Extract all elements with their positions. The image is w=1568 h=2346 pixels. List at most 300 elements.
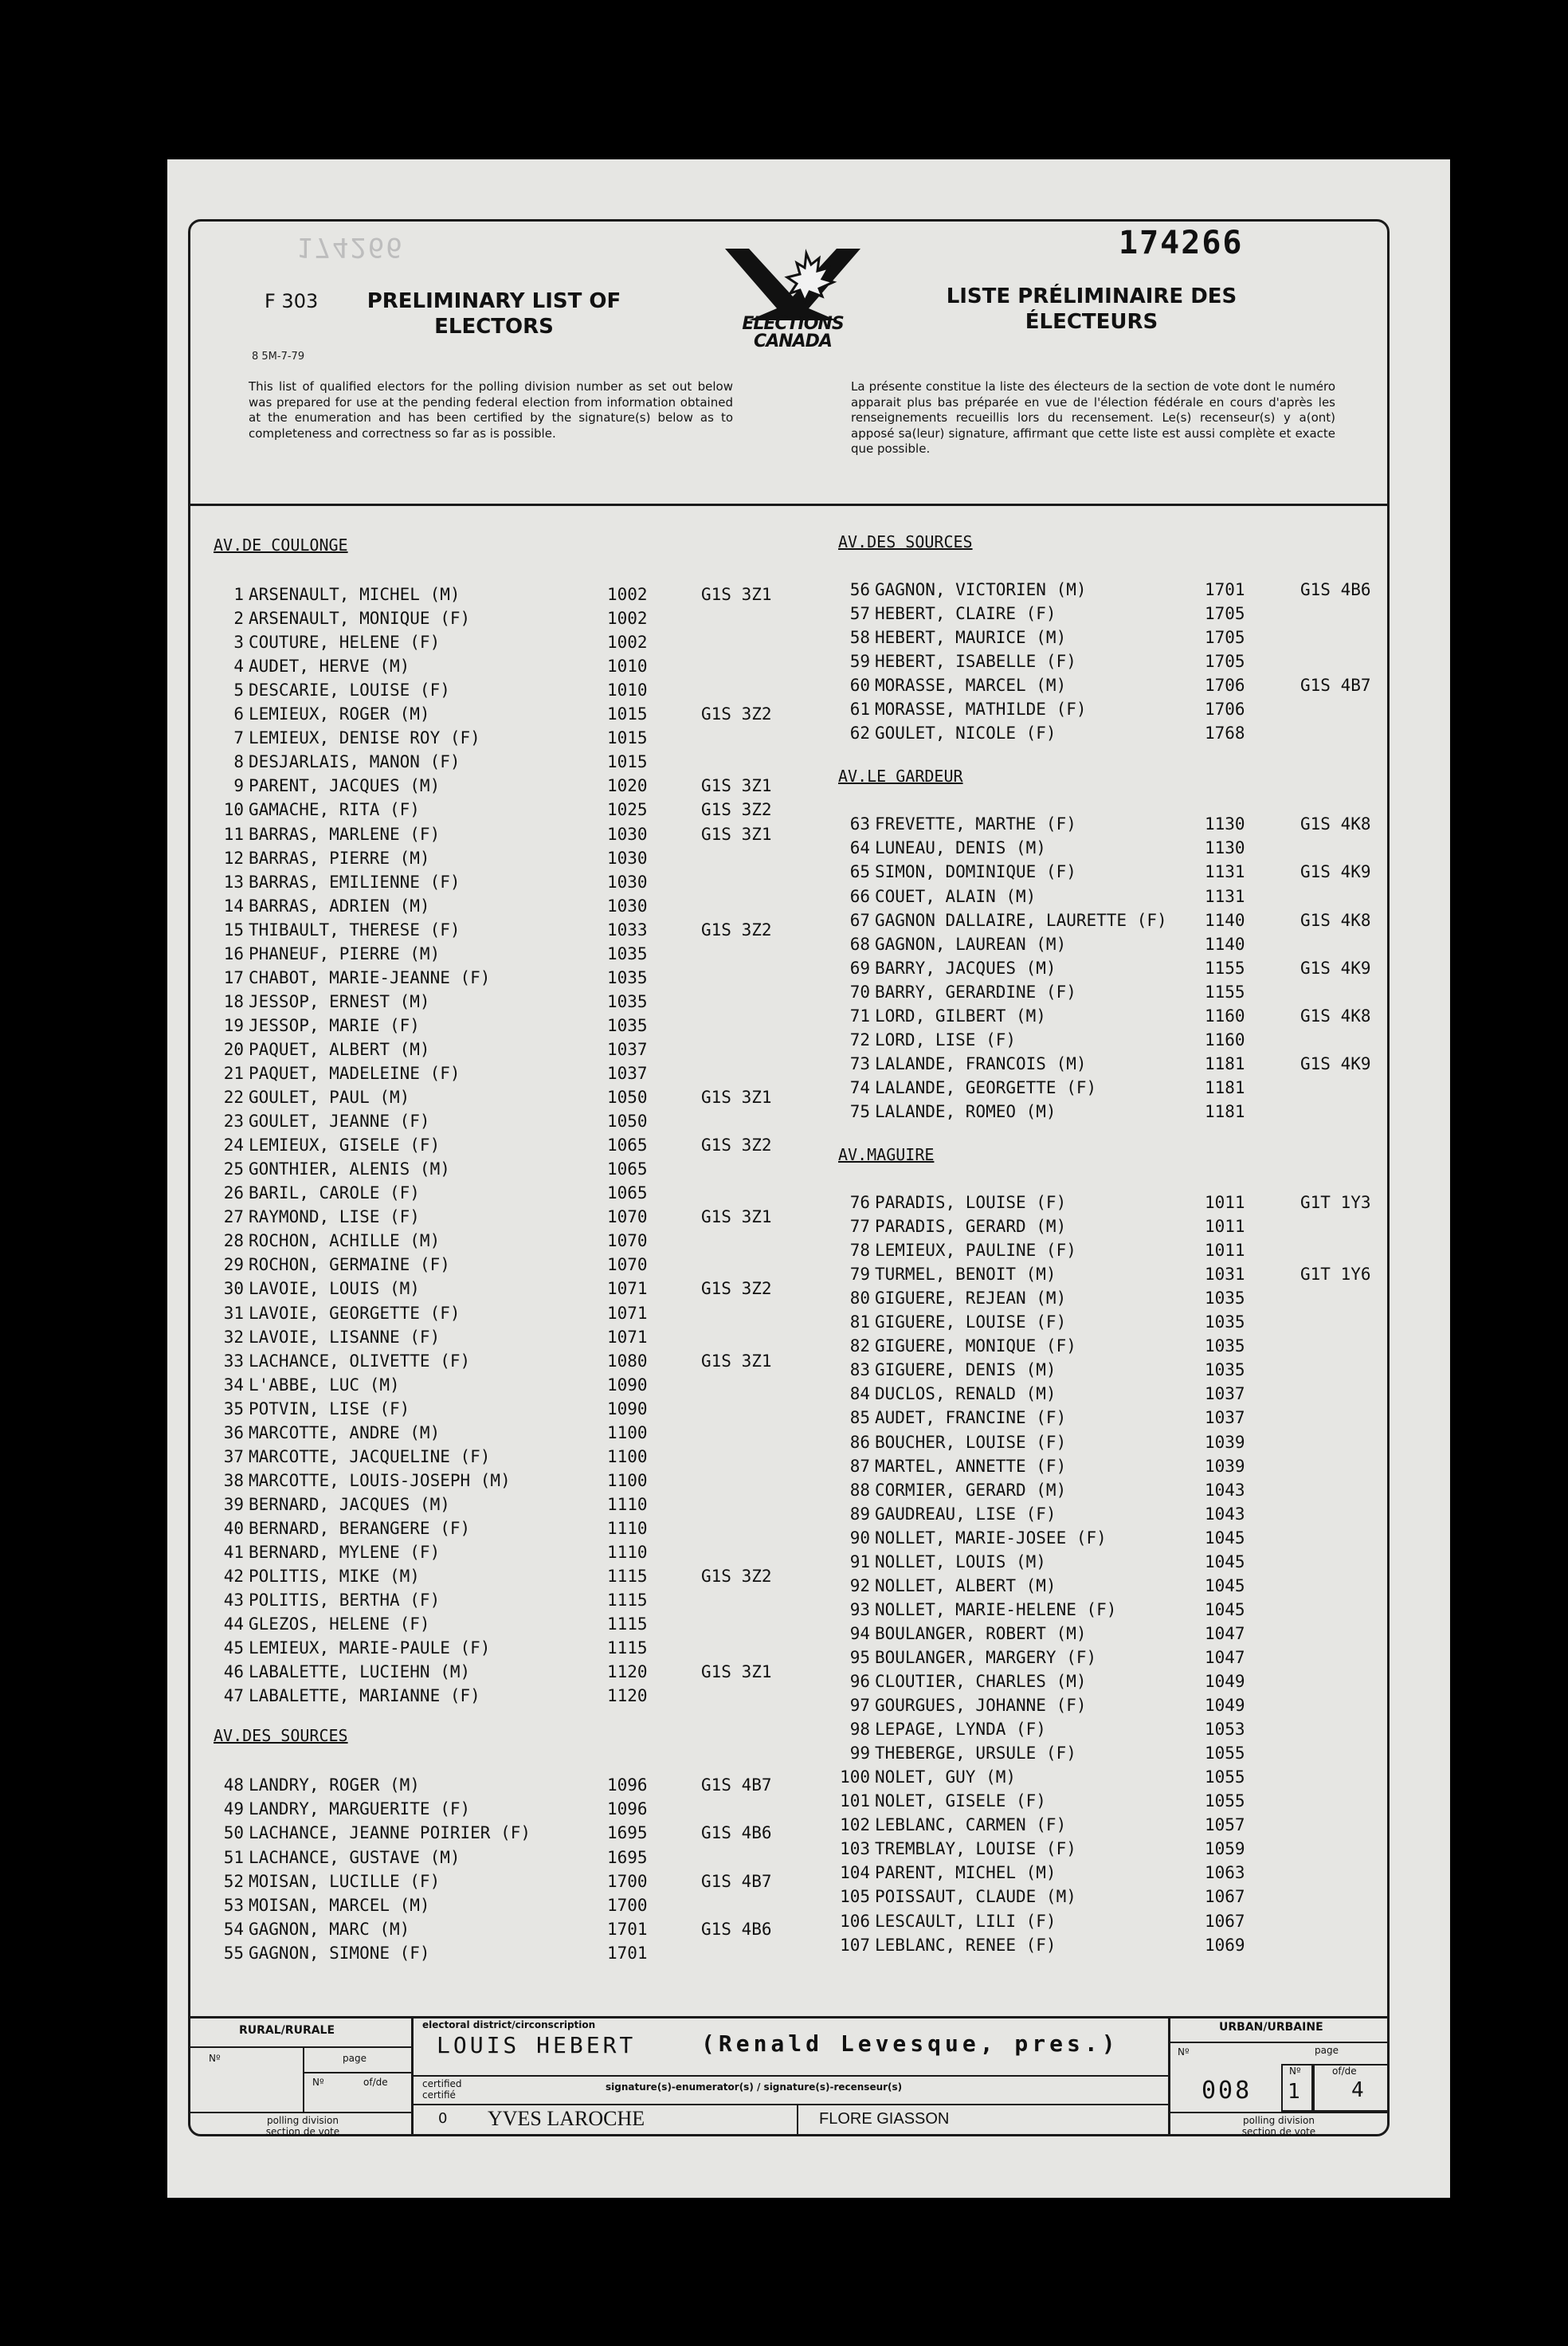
elector-address: 1047	[1205, 1623, 1245, 1643]
elector-name: MORASSE, MARCEL (M)	[875, 676, 1067, 696]
elector-number: 85	[849, 1408, 870, 1428]
elector-address: 1700	[607, 1895, 648, 1915]
elector-number: 79	[849, 1265, 870, 1285]
elector-address: 1035	[1205, 1360, 1245, 1380]
urban-page-label: page	[1315, 2045, 1339, 2056]
elector-address: 1045	[1205, 1552, 1245, 1571]
elector-address: 1011	[1205, 1193, 1245, 1212]
elector-name: GLEZOS, HELENE (F)	[249, 1614, 430, 1634]
elector-address: 1045	[1205, 1599, 1245, 1619]
elector-address: 1047	[1205, 1647, 1245, 1667]
elector-name: MORASSE, MATHILDE (F)	[875, 700, 1087, 720]
elector-number: 88	[849, 1480, 870, 1500]
elector-name: HEBERT, ISABELLE (F)	[875, 652, 1076, 672]
elector-postal-code: G1S 4B6	[1300, 580, 1371, 599]
elector-postal-code: G1S 4K9	[1300, 1053, 1371, 1073]
elector-postal-code: G1S 4K9	[1300, 862, 1371, 882]
elector-name: NOLET, GISELE (F)	[875, 1791, 1046, 1811]
elector-address: 1011	[1205, 1241, 1245, 1261]
elector-name: TURMEL, BENOIT (M)	[875, 1265, 1056, 1285]
elector-number: 74	[849, 1077, 870, 1097]
page-number: 1	[1288, 2080, 1300, 2104]
elector-postal-code: G1S 3Z1	[701, 585, 772, 604]
elector-number: 91	[849, 1552, 870, 1571]
elector-name: LANDRY, ROGER (M)	[249, 1775, 420, 1795]
elector-name: GIGUERE, REJEAN (M)	[875, 1289, 1067, 1308]
elector-name: BOULANGER, ROBERT (M)	[875, 1623, 1087, 1643]
elector-name: LALANDE, FRANCOIS (M)	[875, 1053, 1087, 1073]
elector-name: HEBERT, CLAIRE (F)	[875, 604, 1056, 624]
elector-postal-code: G1S 3Z1	[701, 1351, 772, 1371]
elector-name: GOULET, NICOLE (F)	[875, 724, 1056, 743]
elector-number: 24	[223, 1136, 244, 1155]
elector-name: COUET, ALAIN (M)	[875, 886, 1037, 906]
elector-address: 1160	[1205, 1006, 1245, 1026]
elector-name: HEBERT, MAURICE (M)	[875, 628, 1067, 648]
elector-number: 45	[223, 1638, 244, 1658]
district-label: electoral district/circonscription	[422, 2019, 596, 2030]
title-french: LISTE PRÉLIMINAIRE DES ÉLECTEURS	[946, 284, 1237, 334]
elector-address: 1063	[1205, 1863, 1245, 1883]
elector-number: 26	[223, 1183, 244, 1203]
elector-name: GAMACHE, RITA (F)	[249, 800, 420, 820]
elector-number: 42	[223, 1567, 244, 1587]
footer-divider-right	[1168, 2016, 1170, 2136]
elector-number: 53	[223, 1895, 244, 1915]
elector-postal-code: G1S 3Z2	[701, 1567, 772, 1587]
footer-urban-bottom-rule	[1168, 2112, 1390, 2113]
elector-number: 40	[223, 1518, 244, 1538]
elector-name: LANDRY, MARGUERITE (F)	[249, 1799, 471, 1819]
elector-address: 1700	[607, 1871, 648, 1891]
elector-number: 80	[849, 1289, 870, 1308]
elector-address: 1071	[607, 1279, 648, 1299]
elector-number: 9	[233, 776, 244, 796]
elector-name: GOURGUES, JOHANNE (F)	[875, 1696, 1087, 1716]
elector-name: DESJARLAIS, MANON (F)	[249, 752, 461, 772]
elector-postal-code: G1S 3Z2	[701, 1279, 772, 1299]
form-date: 8 5M-7-79	[252, 351, 305, 363]
elector-name: DESCARIE, LOUISE (F)	[249, 681, 450, 700]
polling-division-number: 008	[1201, 2077, 1252, 2105]
elector-name: NOLLET, ALBERT (M)	[875, 1575, 1056, 1595]
footer-rural-page-rule	[303, 2072, 411, 2073]
elector-number: 99	[849, 1744, 870, 1763]
elector-name: ROCHON, GERMAINE (F)	[249, 1255, 450, 1275]
elector-address: 1035	[1205, 1312, 1245, 1332]
elector-address: 1706	[1205, 676, 1245, 696]
street-heading: AV.DES SOURCES	[214, 1726, 348, 1746]
rural-no-label: Nº	[209, 2053, 221, 2064]
elector-name: FREVETTE, MARTHE (F)	[875, 814, 1076, 834]
elector-name: GAGNON, SIMONE (F)	[249, 1943, 430, 1963]
elector-name: MARCOTTE, JACQUELINE (F)	[249, 1446, 491, 1466]
urban-polling-division-label: polling division section de vote	[1241, 2115, 1316, 2137]
elector-address: 1115	[607, 1614, 648, 1634]
page-total: 4	[1351, 2078, 1364, 2102]
elector-name: BARRAS, PIERRE (M)	[249, 848, 430, 868]
elector-address: 1035	[1205, 1289, 1245, 1308]
elector-number: 66	[849, 886, 870, 906]
footer-urban-rule	[1168, 2042, 1390, 2043]
elector-name: BERNARD, BERANGERE (F)	[249, 1518, 471, 1538]
elector-address: 1115	[607, 1638, 648, 1658]
footer-signature-rule	[411, 2104, 1168, 2105]
elector-address: 1050	[607, 1112, 648, 1132]
elector-address: 1065	[607, 1136, 648, 1155]
elector-name: MOISAN, LUCILLE (F)	[249, 1871, 441, 1891]
elector-address: 1010	[607, 681, 648, 700]
elector-name: LABALETTE, MARIANNE (F)	[249, 1686, 480, 1706]
elector-address: 1037	[607, 1039, 648, 1059]
elector-postal-code: G1S 3Z1	[701, 1207, 772, 1227]
elector-postal-code: G1T 1Y3	[1300, 1193, 1371, 1212]
elector-name: PARENT, MICHEL (M)	[875, 1863, 1056, 1883]
elector-number: 95	[849, 1647, 870, 1667]
form-code: F 303	[265, 290, 319, 312]
elector-number: 22	[223, 1088, 244, 1108]
elector-number: 49	[223, 1799, 244, 1819]
elector-address: 1067	[1205, 1911, 1245, 1931]
elector-address: 1130	[1205, 814, 1245, 834]
elector-name: POLITIS, MIKE (M)	[249, 1567, 420, 1587]
elector-number: 21	[223, 1064, 244, 1083]
elector-name: BARIL, CAROLE (F)	[249, 1183, 420, 1203]
elector-address: 1701	[607, 1919, 648, 1939]
elector-number: 5	[233, 681, 244, 700]
elector-postal-code: G1S 3Z1	[701, 776, 772, 796]
elector-number: 35	[223, 1399, 244, 1418]
elector-address: 1035	[607, 991, 648, 1011]
elector-number: 34	[223, 1375, 244, 1395]
elector-address: 1011	[1205, 1217, 1245, 1237]
elector-number: 20	[223, 1039, 244, 1059]
intro-english: This list of qualified electors for the polling division number as set out below was prepared for use at the pending federal election from information obtained at the enumeration and has been certified by the signature(s) below as to completeness and correctness so far as is possible.	[249, 379, 733, 441]
elector-name: LACHANCE, JEANNE POIRIER (F)	[249, 1823, 531, 1843]
elector-number: 63	[849, 814, 870, 834]
elector-number: 72	[849, 1030, 870, 1049]
elector-name: LEPAGE, LYNDA (F)	[875, 1720, 1046, 1740]
elector-number: 2	[233, 609, 244, 629]
street-heading: AV.DES SOURCES	[838, 532, 973, 551]
elector-number: 10	[223, 800, 244, 820]
elector-number: 56	[849, 580, 870, 599]
elector-number: 83	[849, 1360, 870, 1380]
rural-page-label: page	[343, 2053, 367, 2064]
serial-number: 174266	[1119, 225, 1244, 261]
elector-address: 1065	[607, 1159, 648, 1179]
elector-number: 23	[223, 1112, 244, 1132]
elector-postal-code: G1T 1Y6	[1300, 1265, 1371, 1285]
elector-address: 1181	[1205, 1101, 1245, 1121]
signature-label: signature(s)-enumerator(s) / signature(s)-recenseur(s)	[606, 2081, 903, 2093]
elector-address: 1057	[1205, 1815, 1245, 1835]
elector-number: 32	[223, 1327, 244, 1347]
elector-address: 1035	[607, 967, 648, 987]
elector-number: 31	[223, 1303, 244, 1323]
elector-address: 1020	[607, 776, 648, 796]
elector-address: 1096	[607, 1775, 648, 1795]
elector-address: 1030	[607, 848, 648, 868]
elector-address: 1010	[607, 657, 648, 677]
elector-name: BARRAS, ADRIEN (M)	[249, 896, 430, 916]
elector-number: 100	[840, 1767, 870, 1787]
elector-number: 75	[849, 1101, 870, 1121]
elector-address: 1705	[1205, 652, 1245, 672]
elector-address: 1090	[607, 1399, 648, 1418]
elector-name: GAGNON, LAUREAN (M)	[875, 934, 1067, 954]
elector-address: 1037	[607, 1064, 648, 1083]
elector-name: GOULET, JEANNE (F)	[249, 1112, 430, 1132]
elector-number: 60	[849, 676, 870, 696]
elector-name: LUNEAU, DENIS (M)	[875, 838, 1046, 858]
elector-number: 25	[223, 1159, 244, 1179]
elector-name: NOLLET, LOUIS (M)	[875, 1552, 1046, 1571]
elector-name: CHABOT, MARIE-JEANNE (F)	[249, 967, 491, 987]
elector-address: 1100	[607, 1470, 648, 1490]
elector-address: 1155	[1205, 982, 1245, 1002]
footer-divider	[188, 2016, 1390, 2018]
elector-number: 16	[223, 944, 244, 963]
elector-address: 1039	[1205, 1456, 1245, 1476]
elector-name: LALANDE, GEORGETTE (F)	[875, 1077, 1097, 1097]
footer-district-rule	[411, 2075, 1168, 2077]
elector-address: 1071	[607, 1327, 648, 1347]
elector-name: ARSENAULT, MONIQUE (F)	[249, 609, 471, 629]
elector-number: 55	[223, 1943, 244, 1963]
elector-address: 1015	[607, 728, 648, 748]
elector-address: 1002	[607, 633, 648, 653]
elector-address: 1031	[1205, 1265, 1245, 1285]
elector-address: 1110	[607, 1518, 648, 1538]
elector-number: 29	[223, 1255, 244, 1275]
elector-name: AUDET, FRANCINE (F)	[875, 1408, 1067, 1428]
elector-number: 19	[223, 1015, 244, 1035]
elector-name: NOLLET, MARIE-JOSEE (F)	[875, 1528, 1107, 1548]
elector-number: 4	[233, 657, 244, 677]
elector-number: 106	[840, 1911, 870, 1931]
elector-name: LEMIEUX, MARIE-PAULE (F)	[249, 1638, 491, 1658]
elector-name: MARCOTTE, LOUIS-JOSEPH (M)	[249, 1470, 511, 1490]
elector-address: 1695	[607, 1847, 648, 1867]
elector-number: 7	[233, 728, 244, 748]
elector-name: LACHANCE, OLIVETTE (F)	[249, 1351, 471, 1371]
elector-address: 1015	[607, 704, 648, 724]
elector-number: 92	[849, 1575, 870, 1595]
elector-name: AUDET, HERVE (M)	[249, 657, 410, 677]
rural-of-label: of/de	[363, 2077, 388, 2088]
elector-number: 44	[223, 1614, 244, 1634]
elector-address: 1015	[607, 752, 648, 772]
elector-address: 1701	[607, 1943, 648, 1963]
street-heading: AV.MAGUIRE	[838, 1145, 935, 1164]
elector-number: 38	[223, 1470, 244, 1490]
elector-name: PARADIS, GERARD (M)	[875, 1217, 1067, 1237]
elector-address: 1043	[1205, 1504, 1245, 1524]
elector-postal-code: G1S 4K8	[1300, 910, 1371, 930]
elector-number: 76	[849, 1193, 870, 1212]
elector-number: 37	[223, 1446, 244, 1466]
elector-number: 33	[223, 1351, 244, 1371]
elector-name: GAUDREAU, LISE (F)	[875, 1504, 1056, 1524]
elector-number: 43	[223, 1591, 244, 1610]
elector-number: 89	[849, 1504, 870, 1524]
elector-address: 1037	[1205, 1384, 1245, 1404]
elector-number: 13	[223, 872, 244, 892]
elector-number: 98	[849, 1720, 870, 1740]
ghost-serial-mirror: 174266	[296, 231, 404, 263]
elector-number: 36	[223, 1422, 244, 1442]
street-heading: AV.DE COULONGE	[214, 536, 348, 555]
elector-address: 1071	[607, 1303, 648, 1323]
elector-number: 77	[849, 1217, 870, 1237]
elector-postal-code: G1S 4K8	[1300, 814, 1371, 834]
elector-number: 64	[849, 838, 870, 858]
elector-name: BARRY, JACQUES (M)	[875, 958, 1056, 978]
elector-name: BOUCHER, LOUISE (F)	[875, 1432, 1067, 1452]
elector-name: LORD, LISE (F)	[875, 1030, 1017, 1049]
elector-address: 1120	[607, 1686, 648, 1706]
elector-address: 1100	[607, 1446, 648, 1466]
elector-address: 1037	[1205, 1408, 1245, 1428]
elector-number: 71	[849, 1006, 870, 1026]
elector-address: 1045	[1205, 1528, 1245, 1548]
elector-address: 1115	[607, 1567, 648, 1587]
elector-number: 46	[223, 1662, 244, 1682]
elector-address: 1035	[1205, 1336, 1245, 1356]
elector-address: 1059	[1205, 1839, 1245, 1859]
elector-number: 93	[849, 1599, 870, 1619]
elector-number: 104	[840, 1863, 870, 1883]
elector-number: 107	[840, 1935, 870, 1955]
elector-address: 1055	[1205, 1767, 1245, 1787]
elector-number: 17	[223, 967, 244, 987]
elector-address: 1035	[607, 1015, 648, 1035]
elector-address: 1030	[607, 824, 648, 844]
elector-address: 1030	[607, 872, 648, 892]
footer-rural-bottom-rule	[188, 2112, 411, 2113]
elector-name: GAGNON, VICTORIEN (M)	[875, 580, 1087, 599]
elector-number: 84	[849, 1384, 870, 1404]
elector-name: LAVOIE, GEORGETTE (F)	[249, 1303, 461, 1323]
elector-postal-code: G1S 4B7	[1300, 676, 1371, 696]
elector-address: 1140	[1205, 934, 1245, 954]
elector-address: 1070	[607, 1231, 648, 1251]
elector-name: LAVOIE, LISANNE (F)	[249, 1327, 441, 1347]
elector-name: ROCHON, ACHILLE (M)	[249, 1231, 441, 1251]
elector-address: 1035	[607, 944, 648, 963]
certified-label: certified certifié	[422, 2078, 462, 2101]
elector-number: 11	[223, 824, 244, 844]
elector-address: 1055	[1205, 1791, 1245, 1811]
elector-name: GIGUERE, MONIQUE (F)	[875, 1336, 1076, 1356]
urban-no-label: Nº	[1178, 2046, 1190, 2058]
rural-polling-division-label: polling division section de vote	[265, 2115, 340, 2137]
footer-signature-split	[797, 2104, 798, 2136]
elector-name: PARADIS, LOUISE (F)	[875, 1193, 1067, 1212]
elector-postal-code: G1S 3Z2	[701, 920, 772, 940]
elector-name: LEMIEUX, DENISE ROY (F)	[249, 728, 480, 748]
elector-number: 12	[223, 848, 244, 868]
elector-postal-code: G1S 4B6	[701, 1823, 772, 1843]
footer-rural-rule	[188, 2046, 411, 2048]
elector-name: GOULET, PAUL (M)	[249, 1088, 410, 1108]
elector-address: 1090	[607, 1375, 648, 1395]
elector-postal-code: G1S 4B6	[701, 1919, 772, 1939]
elector-number: 27	[223, 1207, 244, 1227]
elector-address: 1140	[1205, 910, 1245, 930]
elector-postal-code: G1S 4K8	[1300, 1006, 1371, 1026]
elector-name: COUTURE, HELENE (F)	[249, 633, 441, 653]
elector-name: SIMON, DOMINIQUE (F)	[875, 862, 1076, 882]
elector-address: 1110	[607, 1494, 648, 1514]
elector-number: 73	[849, 1053, 870, 1073]
elector-number: 6	[233, 704, 244, 724]
elector-number: 61	[849, 700, 870, 720]
elector-name: LORD, GILBERT (M)	[875, 1006, 1046, 1026]
elector-address: 1131	[1205, 862, 1245, 882]
elector-number: 82	[849, 1336, 870, 1356]
elector-name: TREMBLAY, LOUISE (F)	[875, 1839, 1076, 1859]
elector-address: 1181	[1205, 1053, 1245, 1073]
elector-name: LESCAULT, LILI (F)	[875, 1911, 1056, 1931]
elector-postal-code: G1S 3Z2	[701, 1136, 772, 1155]
elector-name: BARRY, GERARDINE (F)	[875, 982, 1076, 1002]
elector-name: BERNARD, MYLENE (F)	[249, 1543, 441, 1562]
elector-name: CLOUTIER, CHARLES (M)	[875, 1672, 1087, 1691]
elector-name: POLITIS, BERTHA (F)	[249, 1591, 441, 1610]
enumerator-signature-1: YVES LAROCHE	[488, 2107, 645, 2130]
elector-name: THIBAULT, THERESE (F)	[249, 920, 461, 940]
elector-address: 1070	[607, 1207, 648, 1227]
elector-name: PARENT, JACQUES (M)	[249, 776, 441, 796]
enumerator-signature-2: FLORE GIASSON	[819, 2110, 950, 2128]
elector-name: BARRAS, MARLENE (F)	[249, 824, 441, 844]
elector-postal-code: G1S 4B7	[701, 1871, 772, 1891]
elector-number: 96	[849, 1672, 870, 1691]
elector-address: 1002	[607, 609, 648, 629]
elector-address: 1033	[607, 920, 648, 940]
urban-page-no-label: Nº	[1289, 2066, 1301, 2077]
title-english: PRELIMINARY LIST OF ELECTORS	[367, 289, 621, 339]
elector-name: BERNARD, JACQUES (M)	[249, 1494, 450, 1514]
elector-address: 1160	[1205, 1030, 1245, 1049]
elector-address: 1705	[1205, 628, 1245, 648]
elector-number: 8	[233, 752, 244, 772]
elector-number: 65	[849, 862, 870, 882]
elector-name: MARCOTTE, ANDRE (M)	[249, 1422, 441, 1442]
elector-name: LABALETTE, LUCIEHN (M)	[249, 1662, 471, 1682]
elector-number: 97	[849, 1696, 870, 1716]
intro-french: La présente constitue la liste des électeurs de la section de vote dont le numéro apparait plus bas préparée en vue de l'élection fédérale en cours d'après les renseignements recueillis lors du recensement. Le(s) recenseur(s) y a(ont) apposé sa(leur) signature, affirmant que cette liste est aussi complète et exacte que possible.	[851, 379, 1335, 456]
elector-address: 1110	[607, 1543, 648, 1562]
elector-name: JESSOP, MARIE (F)	[249, 1015, 420, 1035]
elector-number: 41	[223, 1543, 244, 1562]
elector-number: 105	[840, 1887, 870, 1907]
elector-number: 3	[233, 633, 244, 653]
elector-number: 94	[849, 1623, 870, 1643]
logo-wordmark: ELECTIONS CANADA	[742, 314, 844, 351]
elector-number: 1	[233, 585, 244, 604]
elector-address: 1025	[607, 800, 648, 820]
elector-name: L'ABBE, LUC (M)	[249, 1375, 400, 1395]
elector-number: 50	[223, 1823, 244, 1843]
elector-name: LALANDE, ROMEO (M)	[875, 1101, 1056, 1121]
street-heading: AV.LE GARDEUR	[838, 767, 963, 787]
elector-address: 1695	[607, 1823, 648, 1843]
elector-number: 101	[840, 1791, 870, 1811]
elector-address: 1050	[607, 1088, 648, 1108]
